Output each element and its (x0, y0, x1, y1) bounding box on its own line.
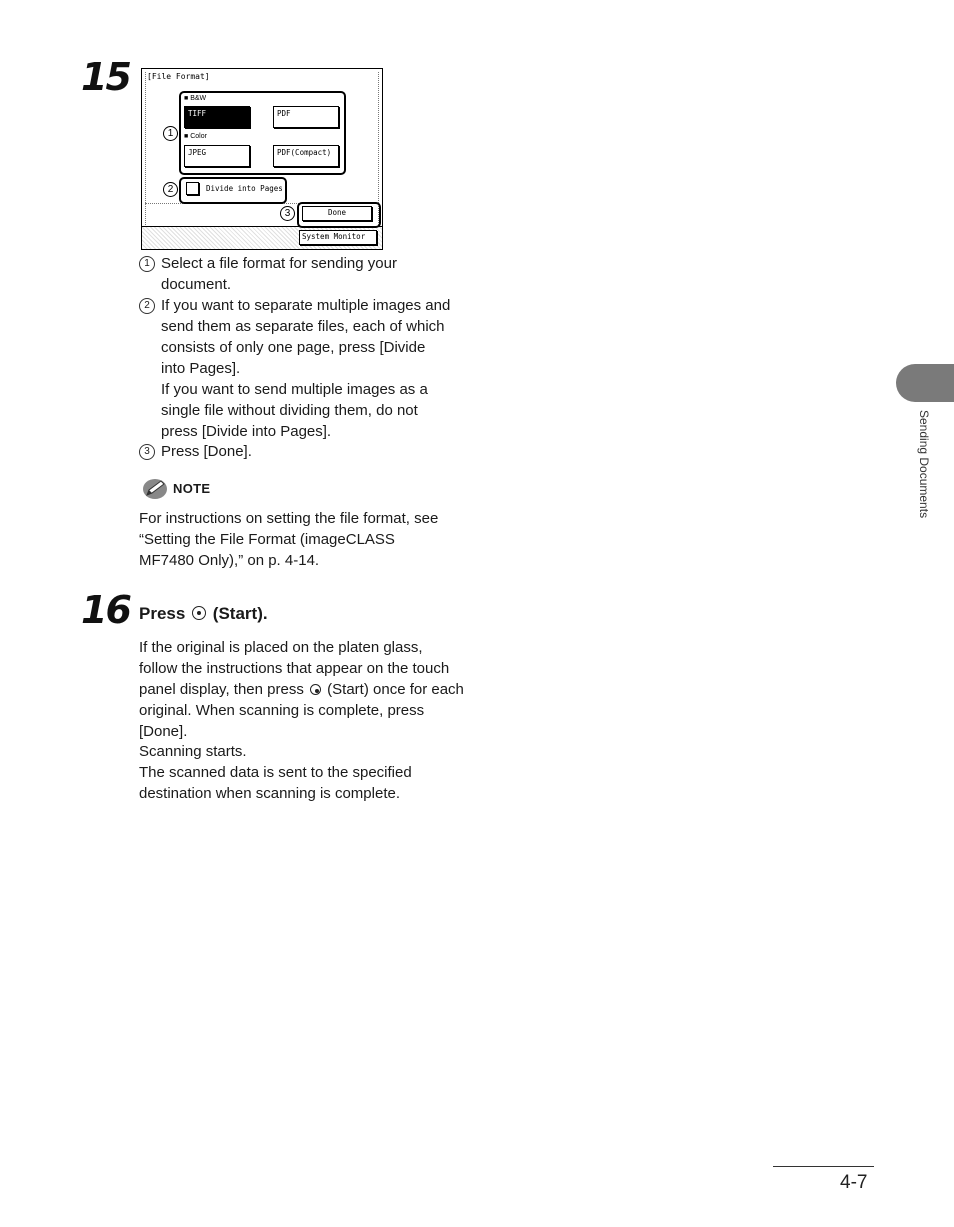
tiff-button[interactable]: TIFF (184, 106, 250, 128)
callout-frame-1 (179, 91, 346, 175)
item-text: If you want to separate multiple images and send them as separate files, each of which consists of only one page, press [Divide into Pages]. (161, 297, 451, 377)
heading-press: Press (139, 604, 186, 623)
divide-into-pages-button[interactable]: Divide into Pages (206, 184, 283, 193)
step16-paragraph (139, 637, 464, 742)
step-number-16: 16 (81, 588, 130, 632)
step-number-15: 15 (81, 55, 130, 99)
item-marker: 3 (139, 444, 155, 460)
callout-frame-2 (179, 177, 287, 204)
start-key-icon (310, 684, 321, 695)
bw-label: ■ B&W (184, 95, 207, 102)
callout-badge-2: 2 (163, 182, 178, 197)
status-bar (142, 226, 382, 249)
item-text-continued: If you want to send multiple images as a single file without dividing them, do not press [Divide into Pages]. (161, 381, 428, 440)
pdf-button[interactable]: PDF (273, 106, 339, 128)
pdf-compact-button[interactable]: PDF(Compact) (273, 145, 339, 167)
note-label: NOTE (173, 481, 211, 496)
start-key-icon (192, 606, 206, 620)
screen-title: [File Format] (147, 72, 210, 81)
item-text: Press [Done]. (161, 443, 252, 460)
chapter-tab (896, 364, 954, 402)
jpeg-button[interactable]: JPEG (184, 145, 250, 167)
step-heading (139, 604, 268, 624)
chapter-tab-label: Sending Documents (917, 410, 931, 519)
item-text: Select a file format for sending your document. (161, 255, 397, 293)
note-text: For instructions on setting the file format, see “Setting the File Format (imageCLASS MF7480 Only),” on p. 4-14. (139, 510, 439, 569)
file-format-screen (141, 68, 383, 250)
callout-frame-3 (297, 202, 381, 228)
item-marker: 2 (139, 298, 155, 314)
para1-text: If the original is placed on the platen glass, follow the instructions that appear on the touch panel display, then press (139, 639, 450, 698)
item-marker: 1 (139, 256, 155, 272)
heading-start: (Start). (212, 604, 268, 623)
sent-data-text: The scanned data is sent to the specified destination when scanning is complete. (139, 764, 412, 802)
callout-badge-3: 3 (280, 206, 295, 221)
done-label: Done (327, 208, 347, 217)
scanning-starts-text: Scanning starts. (139, 743, 247, 760)
color-label: ■ Color (184, 133, 207, 140)
note-pencil-icon (142, 477, 170, 501)
footer-rule (773, 1166, 874, 1167)
page-number: 4-7 (840, 1172, 868, 1193)
system-monitor-button[interactable]: System Monitor (299, 230, 377, 245)
callout-badge-1: 1 (163, 126, 178, 141)
para1-text-continued: (Start) once for each original. When scanning is complete, press [Done]. (139, 681, 464, 740)
